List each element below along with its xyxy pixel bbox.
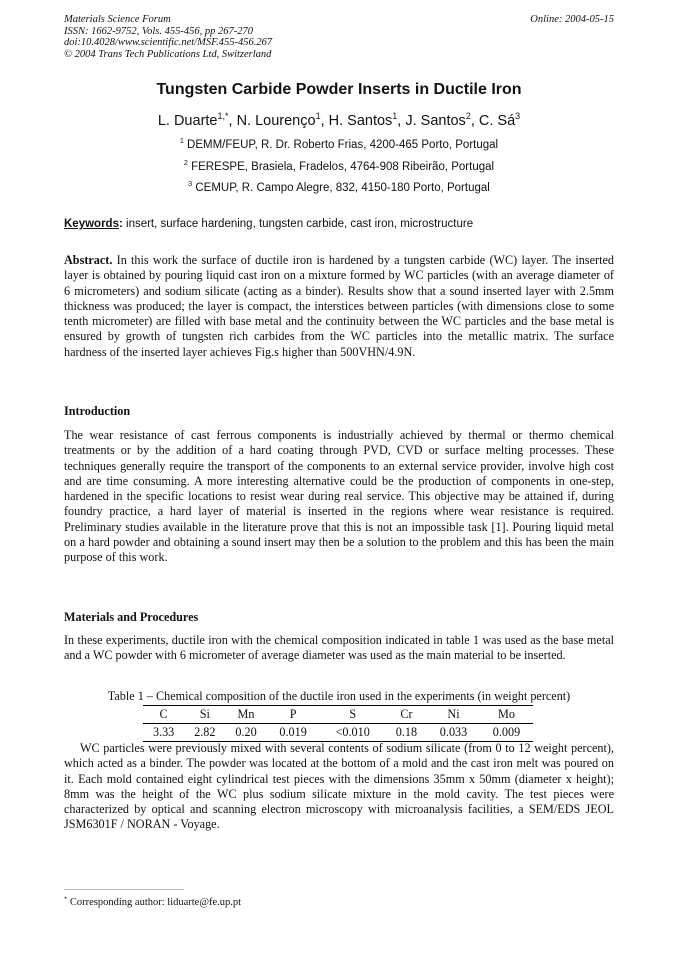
table-header-cell: P [289,707,297,721]
keywords-label: Keywords [64,218,119,230]
table-cell: 0.009 [492,725,521,739]
footnote [64,897,241,908]
copyright-line: © 2004 Trans Tech Publications Ltd, Switzerland [64,48,272,60]
table-cell: 0.019 [279,725,307,739]
introduction-text: The wear resistance of cast ferrous components is industrially achieved by thermal or thermo chemical treatments or by the addition of a hard coating through PVD, CVD or surface melting processes. These techniques generally require the transport of the components to an external service provider, involve high cost and are time consuming. A more interesting alternative could be the production of components in one-step, hardened in the specific locations to resist wear during real service. This objective may be attained if, during foundry practice, a hard layer of material is inserted in the regions where wear resistance is required. Preliminary studies available in the literature prove that this is not an impossible task [1]. Pouring liquid metal on a hard powder and obtaining a sound insert may then be a solution to the problem and this has been the main purpose of this work. [64,428,614,565]
journal-name: Materials Science Forum [64,14,171,25]
author-name: J. Santos [405,113,466,129]
affiliation-number: 2 [183,159,188,168]
affiliation-number: 1 [179,137,184,146]
affiliation [0,139,678,151]
keywords: Keywords: insert, surface hardening, tungsten carbide, cast iron, microstructure [64,218,474,230]
footnote-text: Corresponding author: liduarte@fe.up.pt [67,897,242,908]
abstract-label: Abstract. [64,253,113,267]
author-name: C. Sá [478,113,516,129]
affiliation-number: 3 [188,180,193,189]
affiliation-text: DEMM/FEUP, R. Dr. Roberto Frias, 4200-465 Porto, Portugal [187,139,499,151]
composition-table [143,705,533,742]
table-cell: 0.18 [395,725,418,739]
table-cell: 2.82 [194,725,216,739]
author-affil-mark: 1 [315,111,321,122]
keywords-text: insert, surface hardening, tungsten carbide, cast iron, microstructure [122,218,474,230]
author-affil-mark: 1 [392,111,398,122]
table-header-cell: C [159,707,168,721]
table-row [143,724,533,742]
introduction-heading: Introduction [64,404,131,418]
table-cell: 0.20 [235,725,257,739]
table-header-cell: Mo [498,707,515,721]
abstract-text: In this work the surface of ductile iron is hardened by a tungsten carbide (WC) layer. The inserted layer is obtained by pouring liquid cast iron on a mixture formed by WC particles (with an average diameter of 6 micrometers) and sodium silicate (acting as a binder). Results show that a sound inserted layer with 2.5mm thickness was produced; the layer is compact, the interstices between particles (with dimensions close to some tenth micrometer) are filled with base metal and the continuity between the WC particles and the base metal is ensured by growth of tungsten rich carbides from the WC particles into the metallic matrix. The surface hardness of the inserted layer achieves Fig.s higher than 500VHN/4.9N. [64,253,614,359]
abstract [64,253,614,360]
table-cell: 0.033 [439,725,468,739]
footnote-mark: * [64,895,68,903]
table-header-row [143,706,533,724]
affiliation-text: FERESPE, Brasiela, Fradelos, 4764-908 Ribeirão, Portugal [191,161,495,173]
online-date: Online: 2004-05-15 [530,14,614,25]
table-cell: 3.33 [152,725,175,739]
author-name: H. Santos [328,113,393,129]
author-name: L. Duarte [157,113,218,129]
author-affil-mark: 3 [515,111,521,122]
issn-line: ISSN: 1662-9752, Vols. 455-456, pp 267-270 [64,25,253,37]
table-header-cell: Mn [237,707,255,721]
table-header-cell: Cr [400,707,413,721]
materials-text: In these experiments, ductile iron with the chemical composition indicated in table 1 was used as the base metal and a WC powder with 6 micrometer of average diameter was used as the main material to be inserted. [64,633,614,663]
affiliation [0,182,678,194]
table-cell: <0.010 [335,725,370,739]
author-list: L. Duarte$^{1,*}$, N. Lourenço$^1$, H. Santos$^1$, J. Santos$^2$, C. $Sá^3$ [157,111,521,129]
affiliation [0,161,678,173]
author-affil-mark: 2 [465,111,471,122]
doi-line: doi:10.4028/www.scientific.net/MSF.455-456.267 [64,37,273,48]
materials-text-2: WC particles were previously mixed with several contents of sodium silicate (from 0 to 12 weight percent), which acted as a binder. The powder was located at the bottom of a mold and the cast iron melt was poured on it. Each mold contained eight cylindrical test pieces with the dimensions 35mm x 50mm (diameter x height); 8mm was the height of the WC plus sodium silicate mixture in the mold cavity. The test pieces were characterized by optical and scanning electron microscopy with microanalysis facilities, a SEM/EDS JEOL JSM6301F / NORAN - Voyage. [64,741,614,832]
table-header-cell: S [349,707,357,721]
journal-header [64,14,364,60]
author-affil-mark: 1,* [217,111,229,122]
table-header-cell: Ni [447,707,460,721]
table-header-cell: Si [199,707,210,721]
table-caption: Table 1 – Chemical composition of the ductile iron used in the experiments (in weight percent) [107,689,571,703]
footnote-divider [64,889,184,890]
author-name: N. Lourenço [236,113,316,129]
materials-heading: Materials and Procedures [64,610,199,624]
affiliation-text: CEMUP, R. Campo Alegre, 832, 4150-180 Porto, Portugal [195,182,490,194]
paper-title: Tungsten Carbide Powder Inserts in Ductile Iron [156,81,522,98]
